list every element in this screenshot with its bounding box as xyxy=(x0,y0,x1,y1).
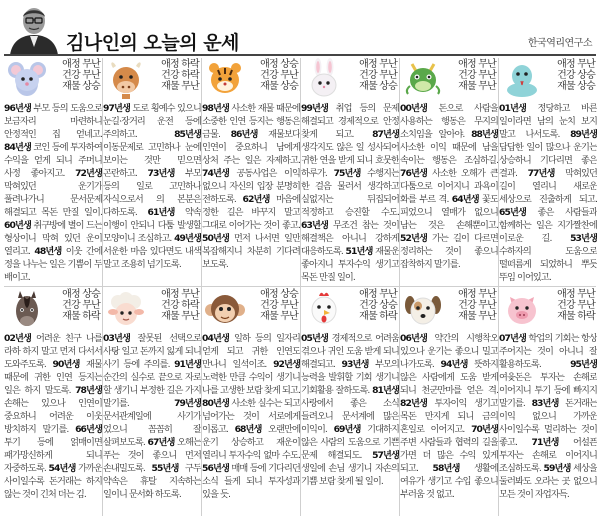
birth-year: 72년생 xyxy=(75,168,102,179)
birth-year: 78년생 xyxy=(75,385,102,396)
birth-year: 81년생 xyxy=(372,385,399,396)
status-line: 건강 무난 xyxy=(458,300,496,311)
fortune-sentence: 투기 등에 얽매이면 패가망신하게 되니 자중하도록. xyxy=(4,437,102,474)
status-line: 애정 상승 xyxy=(260,289,298,300)
fortune-sentence: 약간의 시행착오 있으나 운기는 좋으니 밀고 나가도록. xyxy=(400,333,498,370)
organization-name: 한국역리연구소 xyxy=(527,38,592,49)
status-line: 애정 하락 xyxy=(161,59,199,70)
fortune-sentence: 사소한 이익 때문에 남을 속이는 행동은 조심하길. xyxy=(400,142,498,166)
zodiac-cell-rat xyxy=(4,58,102,286)
status-line: 애정 무난 xyxy=(557,59,595,70)
zodiac-cell-header xyxy=(103,58,201,104)
column-divider xyxy=(102,58,103,516)
status-line: 애정 무난 xyxy=(62,59,100,70)
fortune-status xyxy=(347,59,397,92)
fortune-sentence: 노력한 만큼 수익이 생기니 나를 고생한 보람 찾게 되고. xyxy=(202,372,300,396)
birth-year: 88년생 xyxy=(471,129,498,140)
birth-year: 69년생 xyxy=(333,424,361,435)
zodiac-cell-tiger xyxy=(202,58,300,286)
fortune-sentence: 순간의 실수로 끝으로 자로 할 생기니 부정한 길은 가지 말기를. xyxy=(103,372,201,409)
fortune-status xyxy=(347,289,397,322)
fortune-text xyxy=(301,332,399,514)
birth-year: 01년생 xyxy=(499,103,526,114)
zodiac-cell-dog xyxy=(400,288,498,516)
status-line: 재물 무난 xyxy=(161,311,199,322)
snake-icon xyxy=(501,58,543,100)
birth-year: 53년생 xyxy=(570,233,597,244)
birth-year: 68년생 xyxy=(234,424,262,435)
column-divider xyxy=(399,58,400,516)
birth-year: 56년생 xyxy=(202,463,229,474)
fortune-text xyxy=(400,332,498,514)
zodiac-cell-header xyxy=(499,288,597,334)
fortune-sentence: 막혀있던 운기가 풀려나가니 문서문제 해결되고 목돈 만질 일이. xyxy=(4,181,102,218)
status-line: 건강 하락 xyxy=(161,70,199,81)
birth-year: 04년생 xyxy=(202,333,229,344)
zodiac-cell-header xyxy=(400,58,498,104)
birth-year: 02년생 xyxy=(4,333,31,344)
status-line: 애정 무난 xyxy=(458,289,496,300)
fortune-sentence: 손해는 있으나 인연이 중요하니 어려운 이웃 방치하지 말기를. xyxy=(4,398,102,435)
birth-year: 67년생 xyxy=(147,437,175,448)
birth-year: 98년생 xyxy=(202,103,229,114)
fortune-text xyxy=(499,332,597,514)
zodiac-cell-header xyxy=(4,288,102,334)
status-line: 건강 하락 xyxy=(161,300,199,311)
birth-year: 61년생 xyxy=(147,207,175,218)
page-header xyxy=(0,0,600,56)
fortune-sentence: 가는 길이 다르면 정리하는 것이 좋으니 잡착하지 말기를. xyxy=(400,233,498,270)
birth-year: 92년생 xyxy=(273,359,300,370)
birth-year: 75년생 xyxy=(333,168,361,179)
birth-year: 77년생 xyxy=(527,168,555,179)
birth-year: 55년생 xyxy=(151,463,179,474)
fortune-sentence: 생활에 여유가 생기고 수입 좋으니 부러움 것 없고. xyxy=(400,463,498,500)
zodiac-cell-header xyxy=(301,58,399,104)
birth-year: 79년생 xyxy=(174,398,201,409)
birth-year: 82년생 xyxy=(400,398,427,409)
status-line: 애정 무난 xyxy=(557,289,595,300)
birth-year: 87년생 xyxy=(372,129,399,140)
fortune-status xyxy=(248,59,298,92)
zodiac-cell-horse xyxy=(4,288,102,516)
fortune-sentence: 주변 사람들과 협력의 길을 가면 더 많은 수익 있게 되고. xyxy=(400,437,498,474)
fortune-status xyxy=(50,289,100,322)
fortune-sentence: 좋은 사람들과 함께하는 일은 지가짤찬에 이로운 길. xyxy=(499,207,597,244)
status-line: 재물 무난 xyxy=(458,81,496,92)
zodiac-cell-snake xyxy=(499,58,597,286)
dragon-icon xyxy=(402,58,444,100)
fortune-status xyxy=(545,289,595,322)
status-line: 재물 무난 xyxy=(458,311,496,322)
fortune-sentence: 부모 등의 일로 고민하나 자식으로서 의 본분은 다하도록. xyxy=(103,168,201,218)
fortune-sentence: 부모의 능력을 발휘할 기회 생기니 기회활용 잘하도록. xyxy=(301,359,399,396)
fortune-sentence: 재물보다 인연이 중요하니 남에게 상처 주는 일은 자제하고. xyxy=(202,129,300,166)
fortune-sentence: 투자이익 생기고 목돈 만지게 되니 금의 혼일로 이어지고. xyxy=(400,398,498,435)
status-line: 재물 상승 xyxy=(260,81,298,92)
status-line: 건강 무난 xyxy=(62,300,100,311)
row-divider xyxy=(4,286,596,287)
fortune-sentence: 일하 등의 일자리 얻게 되고 귀한 인연도 만나니 일석이조. xyxy=(202,333,300,370)
fortune-sentence: 이웃 간에 정을 나누는 일은 기쁨이 두 배이고. xyxy=(4,246,102,283)
column-divider xyxy=(201,58,202,516)
status-line: 건강 무난 xyxy=(260,300,298,311)
birth-year: 54년생 xyxy=(48,463,76,474)
fortune-sentence: 어려운 친구 나를 라하 하지 말고 먼저 다서서 도와주도록. xyxy=(4,333,102,370)
fortune-sentence: 수하자의 도움으로 떨떠름게 되었하니 뿌듯 뚜임 이어있고. xyxy=(499,246,597,283)
page-title: 김나인의 오늘의 운세 xyxy=(66,32,239,54)
author-portrait-icon xyxy=(6,3,62,55)
monkey-icon xyxy=(204,288,246,330)
column-divider xyxy=(300,58,301,516)
dog-icon xyxy=(402,288,444,330)
fortune-text xyxy=(301,102,399,284)
fortune-sentence: 수행지는 한 걸음 물러서 생각하고 실없지는 뒤집되어 적정하고 승진할 수도. xyxy=(301,168,399,218)
fortune-sentence: 막혀있던 길이 열리니 새로운 세상으로 진출하게 되고. xyxy=(499,168,597,205)
zodiac-cell-header xyxy=(103,288,201,334)
fortune-sentence: 돈거래는 이익 없으니 가까운 사이일수록 멀리하는 것이 좋고. xyxy=(499,398,597,448)
tiger-icon xyxy=(204,58,246,100)
fortune-sentence: 매매 등에 기다리던 소식 들게 되니 투자성과 있을 듯. xyxy=(202,463,300,500)
birth-year: 83년생 xyxy=(531,398,559,409)
fortune-sentence: 문서관계일에 사기가 었으니 꼼꼼히 잘 살펴보도록. xyxy=(103,411,201,448)
status-line: 건강 무난 xyxy=(557,300,595,311)
birth-year: 58년생 xyxy=(432,463,460,474)
birth-year: 03년생 xyxy=(103,333,130,344)
status-line: 건강 무난 xyxy=(62,70,100,81)
zodiac-cell-header xyxy=(400,288,498,334)
status-line: 건강 상승 xyxy=(557,70,595,81)
birth-year: 97년생 xyxy=(103,103,130,114)
birth-year: 07년생 xyxy=(499,333,526,344)
birth-year: 65년생 xyxy=(499,207,526,218)
status-line: 건강 무난 xyxy=(359,70,397,81)
fortune-sentence: 꽃도 피었으니 열매가 없으니 남는 것은 손해뿐이고. xyxy=(400,194,498,231)
fortune-text xyxy=(103,102,201,284)
zodiac-fortune-grid xyxy=(4,58,596,528)
birth-year: 49년생 xyxy=(174,233,201,244)
fortune-status xyxy=(149,59,199,92)
horse-icon xyxy=(6,288,48,330)
birth-year: 85년생 xyxy=(174,129,201,140)
fortune-sentence: 오랜만에 운기 상승하고 재운이 열리니 투자수익 없마 수도. xyxy=(202,424,300,461)
fortune-sentence: 사소한 재물 때문에 소중한 인연 등지는 행동은 금물. xyxy=(202,103,300,140)
fortune-sentence: 무조건 참는 것이 해결책은 아니니 강하게 대응하도록. xyxy=(301,220,399,257)
birth-year: 94년생 xyxy=(440,359,468,370)
birth-year: 52년생 xyxy=(400,233,427,244)
fortune-sentence: 어설픈 투자는 손해로 이어지니 조심하도록. xyxy=(499,437,597,474)
fortune-sentence: 사소한 오해가 큰 다툼으로 이어지니 과욕이 화를 부르 격. xyxy=(400,168,498,205)
status-line: 재물 무난 xyxy=(161,81,199,92)
birth-year: 91년생 xyxy=(174,359,201,370)
birth-year: 59년생 xyxy=(543,463,571,474)
fortune-sentence: 오해는 푸는 것이 좋으니 먼저 손내밀도록. xyxy=(103,437,201,474)
status-line: 재물 상승 xyxy=(359,81,397,92)
birth-year: 73년생 xyxy=(147,168,175,179)
fortune-sentence: 세상을 둘러봐도 오라는 곳 없으니 모든 것이 자업자득. xyxy=(499,463,597,500)
birth-year: 62년생 xyxy=(242,194,270,205)
zodiac-cell-header xyxy=(301,288,399,334)
zodiac-cell-rooster xyxy=(301,288,399,516)
sheep-icon xyxy=(105,288,147,330)
birth-year: 51년생 xyxy=(345,246,373,257)
zodiac-cell-sheep xyxy=(103,288,201,516)
status-line: 재물 무난 xyxy=(260,311,298,322)
fortune-text xyxy=(400,102,498,284)
rooster-icon xyxy=(303,288,345,330)
status-line: 재물 상승 xyxy=(62,81,100,92)
zodiac-cell-ox xyxy=(103,58,201,286)
fortune-sentence: 취업 등의 문제 해결되고 경제적으로 안정 찾게 되고. xyxy=(301,103,399,140)
zodiac-cell-header xyxy=(202,288,300,334)
fortune-sentence: 재물 때문에 귀한 인연 등지는 일은 하지 말도록. xyxy=(4,359,102,396)
status-line: 건강 무난 xyxy=(458,70,496,81)
fortune-sentence: 답답한 일이 많으나 운기는 상승하니 기다리면 좋은 결과. xyxy=(499,142,597,179)
birth-year: 74년생 xyxy=(202,168,229,179)
zodiac-cell-dragon xyxy=(400,58,498,286)
fortune-sentence: 여윳돈은 투자는 손해로 이어지니 투기 등에 빠지지 말기를. xyxy=(499,372,597,409)
fortune-sentence: 재물운 좋아지니 투자수익 생기고 목돈 만질 일이. xyxy=(301,246,399,283)
birth-year: 95년생 xyxy=(570,359,597,370)
fortune-sentence: 경제적으로 어려움 겪으나 귀인 도움 받게 되니 해결되고. xyxy=(301,333,399,370)
fortune-sentence: 사랑에서 좋은 소식 들려오니 문서계에 많은 이익이. xyxy=(301,398,399,435)
ox-icon xyxy=(105,58,147,100)
zodiac-cell-header xyxy=(202,58,300,104)
fortune-sentence: 기대하지 않은 사람의 도움으로 기쁜 문제 해결되도. xyxy=(301,424,399,461)
fortune-sentence: 생각지도 않은 일 성사되어 귀한 연을 받게 되니 흐뭇한 하루가. xyxy=(301,142,399,179)
birth-year: 64년생 xyxy=(451,194,479,205)
status-line: 애정 상승 xyxy=(62,289,100,300)
birth-year: 89년생 xyxy=(570,129,597,140)
fortune-sentence: 가까운 사이일수록 돈거래는 하지 않는 것이 긴처 더는 김. xyxy=(4,463,102,500)
birth-year: 76년생 xyxy=(400,168,427,179)
birth-year: 06년생 xyxy=(400,333,427,344)
zodiac-cell-header xyxy=(499,58,597,104)
zodiac-cell-header xyxy=(4,58,102,104)
birth-year: 70년생 xyxy=(471,424,498,435)
status-line: 재물 하락 xyxy=(359,311,397,322)
fortune-sentence: 생일에 손님 생기니 자손의 기쁨 보람 찾게 될 일이. xyxy=(301,463,399,487)
fortune-sentence: 돈으로 사람을 사용하는 행동은 무지의 소치임을 알아야. xyxy=(400,103,498,140)
fortune-sentence: 도로 횡예수 있으니 눈길·장거리 운전 등에 주의하고. xyxy=(103,103,201,140)
column-divider xyxy=(498,58,499,516)
birth-year: 60년생 xyxy=(4,220,31,231)
fortune-sentence: 학업의 기회는 항상 주어지는 것이 아니니 잘 활용하도록. xyxy=(499,333,597,370)
birth-year: 84년생 xyxy=(4,142,31,153)
fortune-sentence: 정당하고 바른 일이라면 남의 눈치 보지 말고 나서도록. xyxy=(499,103,597,140)
birth-year: 93년생 xyxy=(341,359,369,370)
header-divider xyxy=(4,54,596,56)
zodiac-cell-pig xyxy=(499,288,597,516)
status-line: 애정 무난 xyxy=(359,289,397,300)
birth-year: 00년생 xyxy=(400,103,427,114)
status-line: 건강 무난 xyxy=(260,70,298,81)
birth-year: 05년생 xyxy=(301,333,328,344)
status-line: 애정 무난 xyxy=(359,59,397,70)
status-line: 애정 무난 xyxy=(458,59,496,70)
birth-year: 96년생 xyxy=(4,103,31,114)
fortune-sentence: 먼저 나서면 일만 복잡해지니 차분히 기다려 보도록. xyxy=(202,233,300,270)
birth-year: 50년생 xyxy=(202,233,229,244)
status-line: 건강 상승 xyxy=(359,300,397,311)
fortune-status xyxy=(446,59,496,92)
fortune-text xyxy=(103,332,201,514)
fortune-sentence: 구두 약속은 휴탈 지속하는 일이니 문서화 하도록. xyxy=(103,463,201,500)
birth-year: 48년생 xyxy=(34,246,62,257)
fortune-status xyxy=(545,59,595,92)
birth-year: 99년생 xyxy=(301,103,328,114)
fortune-status xyxy=(149,289,199,322)
status-line: 재물 상승 xyxy=(557,81,595,92)
birth-year: 90년생 xyxy=(52,359,80,370)
fortune-sentence: 취구방에 별이 드는 형상이니 막혀 있던 운이 열리고. xyxy=(4,220,102,257)
status-line: 재물 하락 xyxy=(557,311,595,322)
fortune-sentence: 공동사업은 이익 없으니 자신의 입장 분명히 전하도록. xyxy=(202,168,300,205)
fortune-sentence: 사소한 실수는 되고 넘어가는 것이 서로에게 이롭고. xyxy=(202,398,300,435)
fortune-text xyxy=(202,332,300,514)
fortune-sentence: 코인 등에 투자하여 수익을 얻게 되니 주머니 사정 좋아지고. xyxy=(4,142,102,179)
pig-icon xyxy=(501,288,543,330)
birth-year: 71년생 xyxy=(531,437,559,448)
birth-year: 63년생 xyxy=(301,220,328,231)
fortune-status xyxy=(248,289,298,322)
birth-year: 86년생 xyxy=(230,129,258,140)
status-line: 애정 상승 xyxy=(260,59,298,70)
fortune-text xyxy=(202,102,300,284)
fortune-sentence: 잘못된 선택으로 사탕 일고 돈까지 잃게 되니 사기 등에 주의를. xyxy=(103,333,201,370)
fortune-sentence: 마음에 정한 길은 바꾸지 말고 그대로 이어가는 것이 좋고. xyxy=(202,194,300,231)
fortune-sentence: 뜻하지 않은 사람에게 도움 받게 되니 천군만마를 얻은 격. xyxy=(400,359,498,396)
zodiac-cell-monkey xyxy=(202,288,300,516)
fortune-text xyxy=(499,102,597,284)
fortune-sentence: 약속 이행이 안되니 다툼 발생할 모양이니 조심하고. xyxy=(103,207,201,244)
rat-icon xyxy=(6,58,48,100)
birth-year: 66년생 xyxy=(75,424,102,435)
birth-year: 57년생 xyxy=(372,450,399,461)
fortune-sentence: 이동문제로 고민하나 눈에 보이는 것만 믿으면 곤란하고. xyxy=(103,142,201,179)
fortune-status xyxy=(446,289,496,322)
status-line: 재물 하락 xyxy=(62,311,100,322)
fortune-status xyxy=(50,59,100,92)
rabbit-icon xyxy=(303,58,345,100)
zodiac-cell-rabbit xyxy=(301,58,399,286)
birth-year: 80년생 xyxy=(202,398,229,409)
fortune-sentence: 부모 등의 도움으로 보금자리 마련하니 안정적인 집 얻네고. xyxy=(4,103,102,140)
fortune-text xyxy=(4,102,102,284)
fortune-sentence: 서운한 마음 있다면도 내색 말고 조용히 넘기도록. xyxy=(103,246,201,270)
fortune-text xyxy=(4,332,102,514)
status-line: 애정 무난 xyxy=(161,289,199,300)
